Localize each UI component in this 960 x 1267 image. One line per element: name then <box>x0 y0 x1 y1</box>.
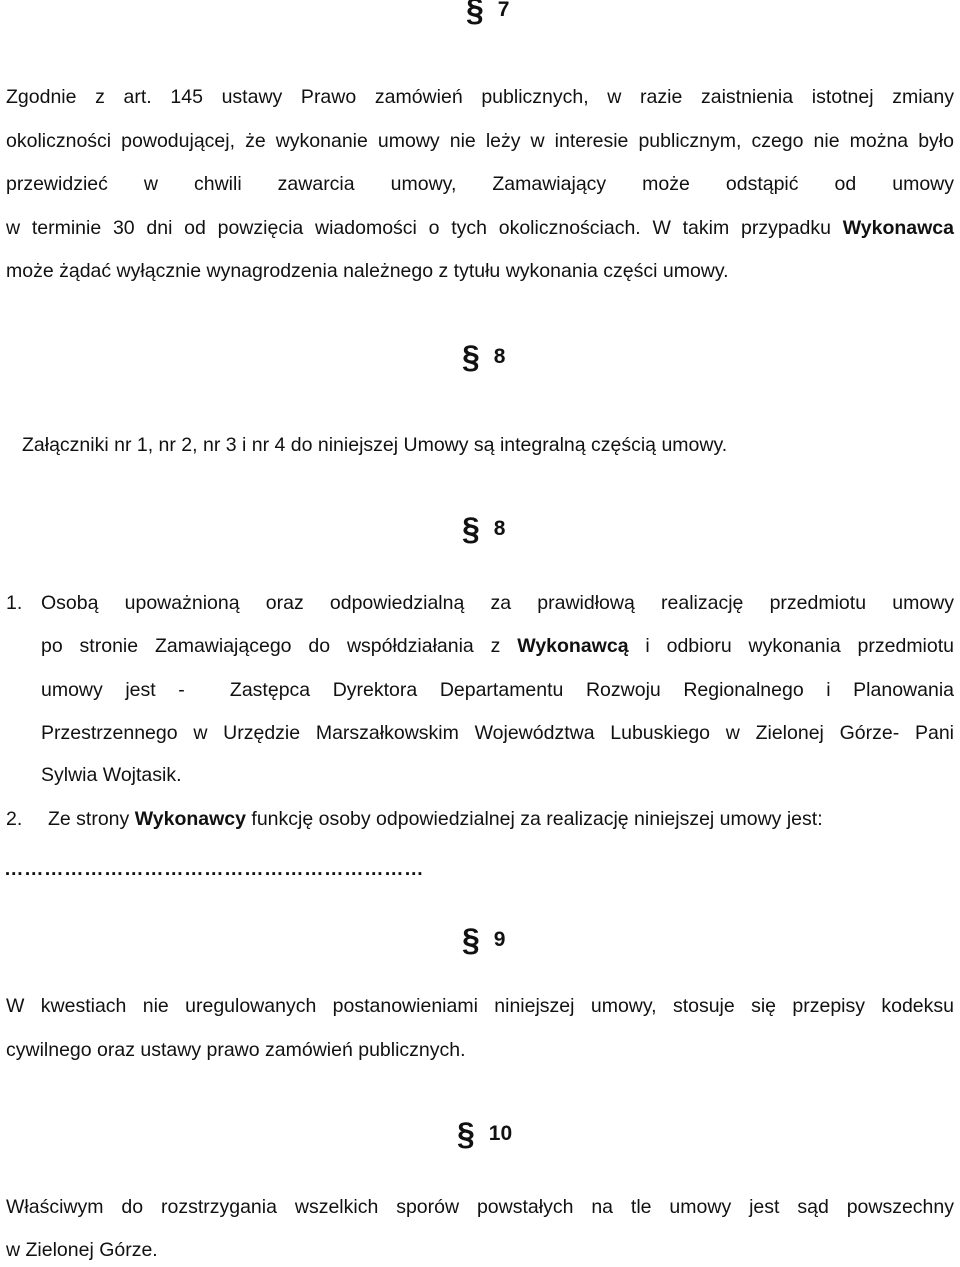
section-number: 10 <box>488 1122 513 1145</box>
item-2-line <box>48 806 823 832</box>
section-symbol: § <box>457 1116 475 1152</box>
section-symbol: § <box>466 0 484 28</box>
section-7-line-5: może żądać wyłącznie wynagrodzenia należnego z tytułu wykonania części umowy. <box>6 260 729 282</box>
section-8-attachments-text: Załączniki nr 1, nr 2, nr 3 i nr 4 do niniejszej Umowy są integralną częścią umowy. <box>22 434 728 456</box>
item-2-text-c: funkcję osoby odpowiedzialnej za realizację niniejszej umowy jest: <box>245 808 823 830</box>
list-number-2: 2. <box>6 808 23 830</box>
item-1-line-3: umowy jest - Zastępca Dyrektora Departamentu Rozwoju Regionalnego i Planowania <box>41 679 954 701</box>
section-symbol: § <box>462 339 480 375</box>
section-10-line-2: w Zielonej Górze. <box>6 1239 158 1261</box>
section-7-line-1: Zgodnie z art. 145 ustawy Prawo zamówień publicznych, w razie zaistnienia istotnej zmiany <box>6 86 954 108</box>
section-9-line-2: cywilnego oraz ustawy prawo zamówień publicznych. <box>6 1039 466 1061</box>
section-10-line-1: Właściwym do rozstrzygania wszelkich sporów powstałych na tle umowy jest sąd powszechny <box>6 1196 954 1218</box>
wykonawca-bold: Wykonawca <box>842 217 954 239</box>
section-7-line-4-text: w terminie 30 dni od powzięcia wiadomości o tych okolicznościach. W takim przypadku <box>6 217 843 239</box>
section-number: 9 <box>493 928 506 951</box>
item-1-line-2 <box>41 633 954 659</box>
section-symbol: § <box>462 511 480 547</box>
section-7-heading <box>466 0 510 28</box>
item-1-line-1: Osobą upoważnioną oraz odpowiedzialną za prawidłową realizację przedmiotu umowy <box>41 592 954 614</box>
section-number: 7 <box>497 0 510 21</box>
section-symbol: § <box>462 922 480 958</box>
item-1-line-5: Sylwia Wojtasik. <box>41 764 182 786</box>
section-9-line-1: W kwestiach nie uregulowanych postanowieniami niniejszej umowy, stosuje się przepisy kodeksu <box>6 995 954 1017</box>
item-1-line-4: Przestrzennego w Urzędzie Marszałkowskim Województwa Lubuskiego w Zielonej Górze- Pani <box>41 722 954 744</box>
item-1-line-2-text-c: i odbioru wykonania przedmiotu <box>628 635 955 657</box>
wykonawca-bold: Wykonawcą <box>517 635 629 657</box>
wykonawcy-bold: Wykonawcy <box>134 808 246 830</box>
section-8-second-heading <box>462 511 506 547</box>
section-9-heading <box>462 922 506 958</box>
section-number: 8 <box>493 517 506 540</box>
list-number-1: 1. <box>6 592 23 614</box>
section-10-heading <box>457 1116 513 1152</box>
item-2-text-a: Ze strony <box>48 808 135 830</box>
section-number: 8 <box>493 345 506 368</box>
section-7-line-2: okoliczności powodującej, że wykonanie umowy nie leży w interesie publicznym, czego nie można było <box>6 130 954 152</box>
item-1-line-2-text-a: po stronie Zamawiającego do współdziałania z <box>41 635 518 657</box>
section-7-line-4 <box>6 215 954 241</box>
blank-fill-dots: ……………………………………………………… <box>4 858 424 880</box>
section-8-heading <box>462 339 506 375</box>
section-7-line-3: przewidzieć w chwili zawarcia umowy, Zamawiający może odstąpić od umowy <box>6 173 954 195</box>
